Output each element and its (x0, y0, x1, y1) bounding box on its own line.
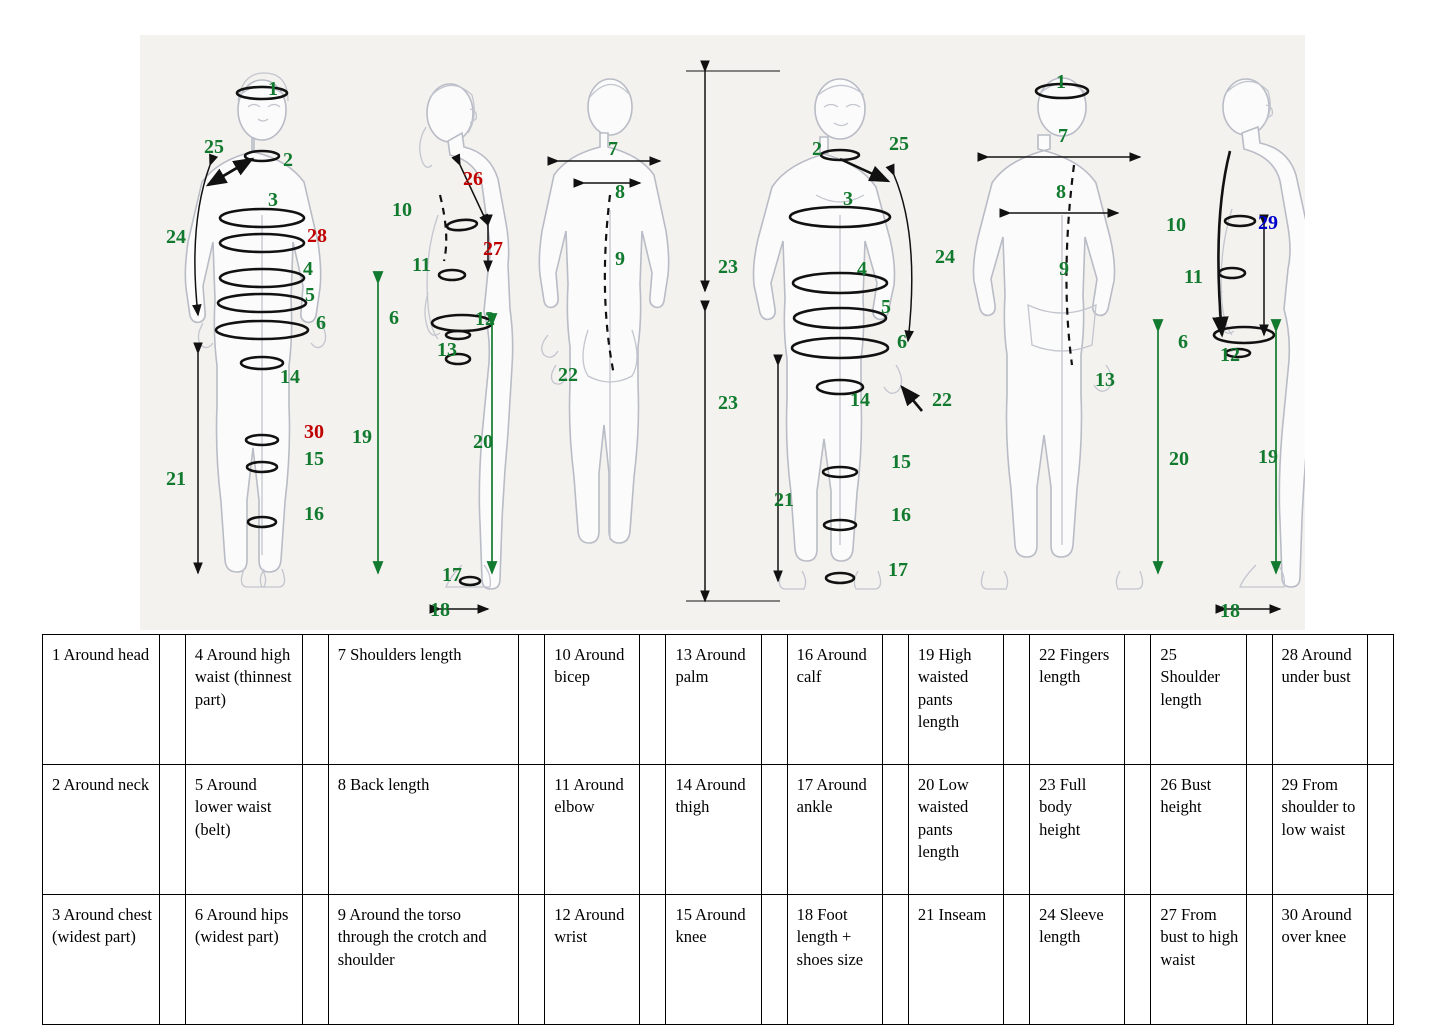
table-row (43, 765, 1394, 895)
measure-label-8b: 8 (1056, 181, 1066, 203)
legend-cell-17: 17 Around ankle (787, 765, 882, 895)
measure-label-12b: 12 (1220, 344, 1240, 366)
measure-label-13: 13 (437, 339, 457, 361)
legend-cell-9: 9 Around the torso through the crotch and shoulder (328, 895, 519, 1025)
legend-cell-4: 4 Around high waist (thinnest part) (185, 635, 302, 765)
measure-label-18b: 18 (1220, 600, 1240, 622)
spacer-cell (159, 895, 185, 1025)
body-measurement-diagram (140, 35, 1305, 630)
measure-label-2b: 2 (812, 138, 822, 160)
measure-label-20b: 20 (1169, 448, 1189, 470)
spacer-cell (1246, 635, 1272, 765)
measure-label-11b: 11 (1184, 266, 1203, 288)
legend-cell-29: 29 From shoulder to low waist (1272, 765, 1367, 895)
legend-cell-2: 2 Around neck (43, 765, 160, 895)
legend-cell-7: 7 Shoulders length (328, 635, 519, 765)
legend-cell-18: 18 Foot length + shoes size (787, 895, 882, 1025)
legend-cell-25: 25 Shoulder length (1151, 635, 1246, 765)
spacer-cell (882, 765, 908, 895)
measure-label-19b: 19 (1258, 446, 1278, 468)
legend-cell-8: 8 Back length (328, 765, 519, 895)
spacer-cell (519, 635, 545, 765)
spacer-cell (519, 895, 545, 1025)
measure-label-4b: 4 (857, 258, 867, 280)
measure-label-5: 5 (305, 284, 315, 306)
figure-male-front-2 (974, 78, 1143, 589)
legend-cell-30: 30 Around over knee (1272, 895, 1367, 1025)
measure-label-22: 22 (558, 364, 578, 386)
measure-label-27: 27 (483, 238, 503, 260)
measure-label-21: 21 (166, 468, 186, 490)
measure-label-10b: 10 (1166, 214, 1186, 236)
measure-label-6d: 6 (1178, 331, 1188, 353)
measure-label-15b: 15 (891, 451, 911, 473)
spacer-cell (159, 765, 185, 895)
measure-label-9b: 9 (1059, 258, 1069, 280)
table-row (43, 635, 1394, 765)
measure-label-4: 4 (303, 258, 313, 280)
spacer-cell (302, 895, 328, 1025)
measure-label-12: 12 (475, 308, 495, 330)
legend-cell-22: 22 Fingers length (1030, 635, 1125, 765)
spacer-cell (1246, 765, 1272, 895)
spacer-cell (1367, 895, 1393, 1025)
spacer-cell (1004, 895, 1030, 1025)
legend-cell-23: 23 Full body height (1030, 765, 1125, 895)
measure-label-23a: 23 (718, 256, 738, 278)
measure-label-18: 18 (430, 599, 450, 621)
figure-female-back (539, 71, 780, 601)
measure-label-6c: 6 (897, 331, 907, 353)
measure-label-14: 14 (280, 366, 300, 388)
measure-label-7b: 7 (1058, 125, 1068, 147)
measure-label-1: 1 (268, 78, 278, 100)
spacer-cell (761, 895, 787, 1025)
legend-cell-16: 16 Around calf (787, 635, 882, 765)
table-row (43, 895, 1394, 1025)
measure-label-23b: 23 (718, 392, 738, 414)
measure-label-9: 9 (615, 248, 625, 270)
measure-label-8: 8 (615, 181, 625, 203)
legend-cell-13: 13 Around palm (666, 635, 761, 765)
measure-label-3b: 3 (843, 188, 853, 210)
legend-cell-11: 11 Around elbow (545, 765, 640, 895)
legend-cell-1: 1 Around head (43, 635, 160, 765)
legend-cell-27: 27 From bust to high waist (1151, 895, 1246, 1025)
measure-label-2: 2 (283, 149, 293, 171)
measure-label-11: 11 (412, 254, 431, 276)
spacer-cell (1125, 895, 1151, 1025)
measure-label-28: 28 (307, 225, 327, 247)
spacer-cell (640, 895, 666, 1025)
measure-label-29: 29 (1258, 212, 1278, 234)
measure-label-10: 10 (392, 199, 412, 221)
legend-cell-20: 20 Low waisted pants length (908, 765, 1003, 895)
spacer-cell (159, 635, 185, 765)
legend-cell-28: 28 Around under bust (1272, 635, 1367, 765)
measure-label-1b: 1 (1056, 71, 1066, 93)
diagram-illustration (140, 35, 1305, 630)
legend-cell-10: 10 Around bicep (545, 635, 640, 765)
spacer-cell (1125, 765, 1151, 895)
legend-cell-3: 3 Around chest (widest part) (43, 895, 160, 1025)
legend-cell-12: 12 Around wrist (545, 895, 640, 1025)
measure-label-6: 6 (316, 312, 326, 334)
measure-label-24: 24 (166, 226, 186, 248)
legend-cell-6: 6 Around hips (widest part) (185, 895, 302, 1025)
measure-label-25: 25 (204, 136, 224, 158)
spacer-cell (1004, 765, 1030, 895)
measure-label-6b: 6 (389, 307, 399, 329)
measure-label-7: 7 (608, 138, 618, 160)
spacer-cell (761, 635, 787, 765)
legend-cell-15: 15 Around knee (666, 895, 761, 1025)
measure-label-13b: 13 (1095, 369, 1115, 391)
measure-label-17: 17 (442, 564, 462, 586)
measure-label-24b: 24 (935, 246, 955, 268)
measure-label-26: 26 (463, 168, 483, 190)
measure-label-3: 3 (268, 189, 278, 211)
legend-cell-26: 26 Bust height (1151, 765, 1246, 895)
spacer-cell (640, 635, 666, 765)
legend-cell-21: 21 Inseam (908, 895, 1003, 1025)
legend-cell-14: 14 Around thigh (666, 765, 761, 895)
measure-label-20: 20 (473, 431, 493, 453)
spacer-cell (640, 765, 666, 895)
legend-cell-5: 5 Around lower waist (belt) (185, 765, 302, 895)
spacer-cell (1367, 765, 1393, 895)
spacer-cell (1246, 895, 1272, 1025)
measure-label-19: 19 (352, 426, 372, 448)
measure-label-16: 16 (304, 503, 324, 525)
measure-label-14b: 14 (850, 389, 870, 411)
measure-label-16b: 16 (891, 504, 911, 526)
spacer-cell (761, 765, 787, 895)
measurement-legend-table (42, 634, 1394, 1025)
spacer-cell (882, 895, 908, 1025)
measure-label-21b: 21 (774, 489, 794, 511)
measure-label-25b: 25 (889, 133, 909, 155)
spacer-cell (1004, 635, 1030, 765)
spacer-cell (1125, 635, 1151, 765)
measure-label-15: 15 (304, 448, 324, 470)
measure-label-5b: 5 (881, 296, 891, 318)
spacer-cell (302, 635, 328, 765)
legend-cell-24: 24 Sleeve length (1030, 895, 1125, 1025)
spacer-cell (302, 765, 328, 895)
measure-label-30: 30 (304, 421, 324, 443)
spacer-cell (882, 635, 908, 765)
spacer-cell (519, 765, 545, 895)
measure-label-17b: 17 (888, 559, 908, 581)
spacer-cell (1367, 635, 1393, 765)
measure-label-22b: 22 (932, 389, 952, 411)
legend-cell-19: 19 High waisted pants length (908, 635, 1003, 765)
